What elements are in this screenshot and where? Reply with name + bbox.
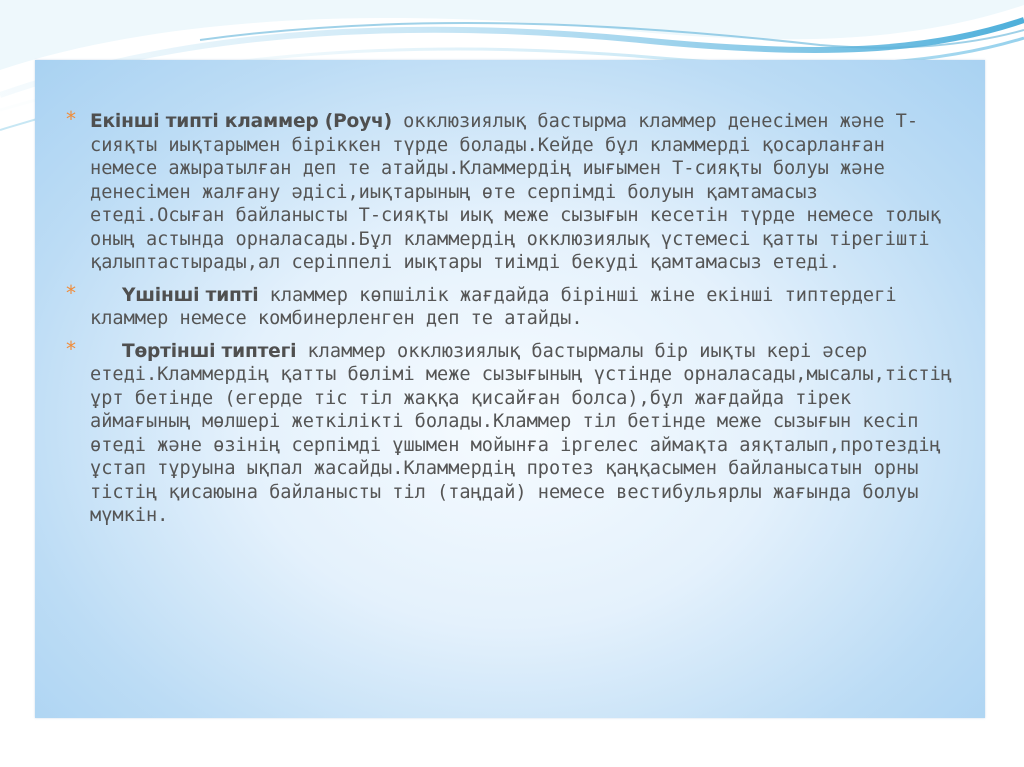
bullet-body-text: окклюзиялық бастырма кламмер денесімен және Т-сияқты иықтарымен біріккен түрде болады.Кейде бұл кламмерді қосарланған немесе ажыратылған деп те атайды.Кламмердің иығымен Т-сияқты болуы және денесімен жалғану әдісі,иықтарының өте серпімді болуын қамтамасыз етеді.Осыған байланысты Т-сияқты иық меже сызығын кесетін түрде немесе толық оның астында орналасады.Бұл кламмердің окклюзиялық үстемесі қатты тірегішті қалыптастырады,ал серіппелі иықтары тиімді бекуді қамтамасыз етеді. — [90, 111, 941, 273]
bullet-item-3 — [62, 336, 962, 528]
bullet-marker: * — [66, 107, 76, 131]
bullet-lead-text: Төртінші типтегі — [122, 340, 297, 362]
bullet-lead-text: Екінші типті кламмер (Роуч) — [90, 111, 392, 132]
bullet-item-1 — [62, 107, 962, 275]
bullet-marker: * — [66, 280, 76, 305]
bullet-lead-text: Үшінші типті — [122, 284, 259, 306]
bullet-body-text: кламмер окклюзиялық бастырмалы бір иықты кері әсер етеді.Кламмердің қатты бөлімі меже сызығының үстінде орналасады,мысалы,тістің ұрт бетінде (егерде тіс тіл жаққа қисайған болса),бұл жағдайда тірек аймағының мөлшері жеткілікті болады.Кламмер тіл бетінде меже сызығын кесіп өтеді және өзінің серпімді ұшымен мойынға іргелес аймақта аяқталып,протездің ұстап тұруына ықпал жасайды.Кламмердің протез қаңқасымен байланысатын орны тістің қисаюына байланысты тіл (таңдай) немесе вестибульярлы жағында болуы мүмкін. — [90, 340, 952, 526]
bullet-body-text: кламмер көпшілік жағдайда бірінші жіне екінші типтердегі кламмер немесе комбинерленген деп те атайды. — [90, 284, 897, 329]
bullet-item-2 — [62, 280, 962, 331]
bullet-marker: * — [66, 336, 76, 361]
bullet-list — [62, 107, 962, 537]
